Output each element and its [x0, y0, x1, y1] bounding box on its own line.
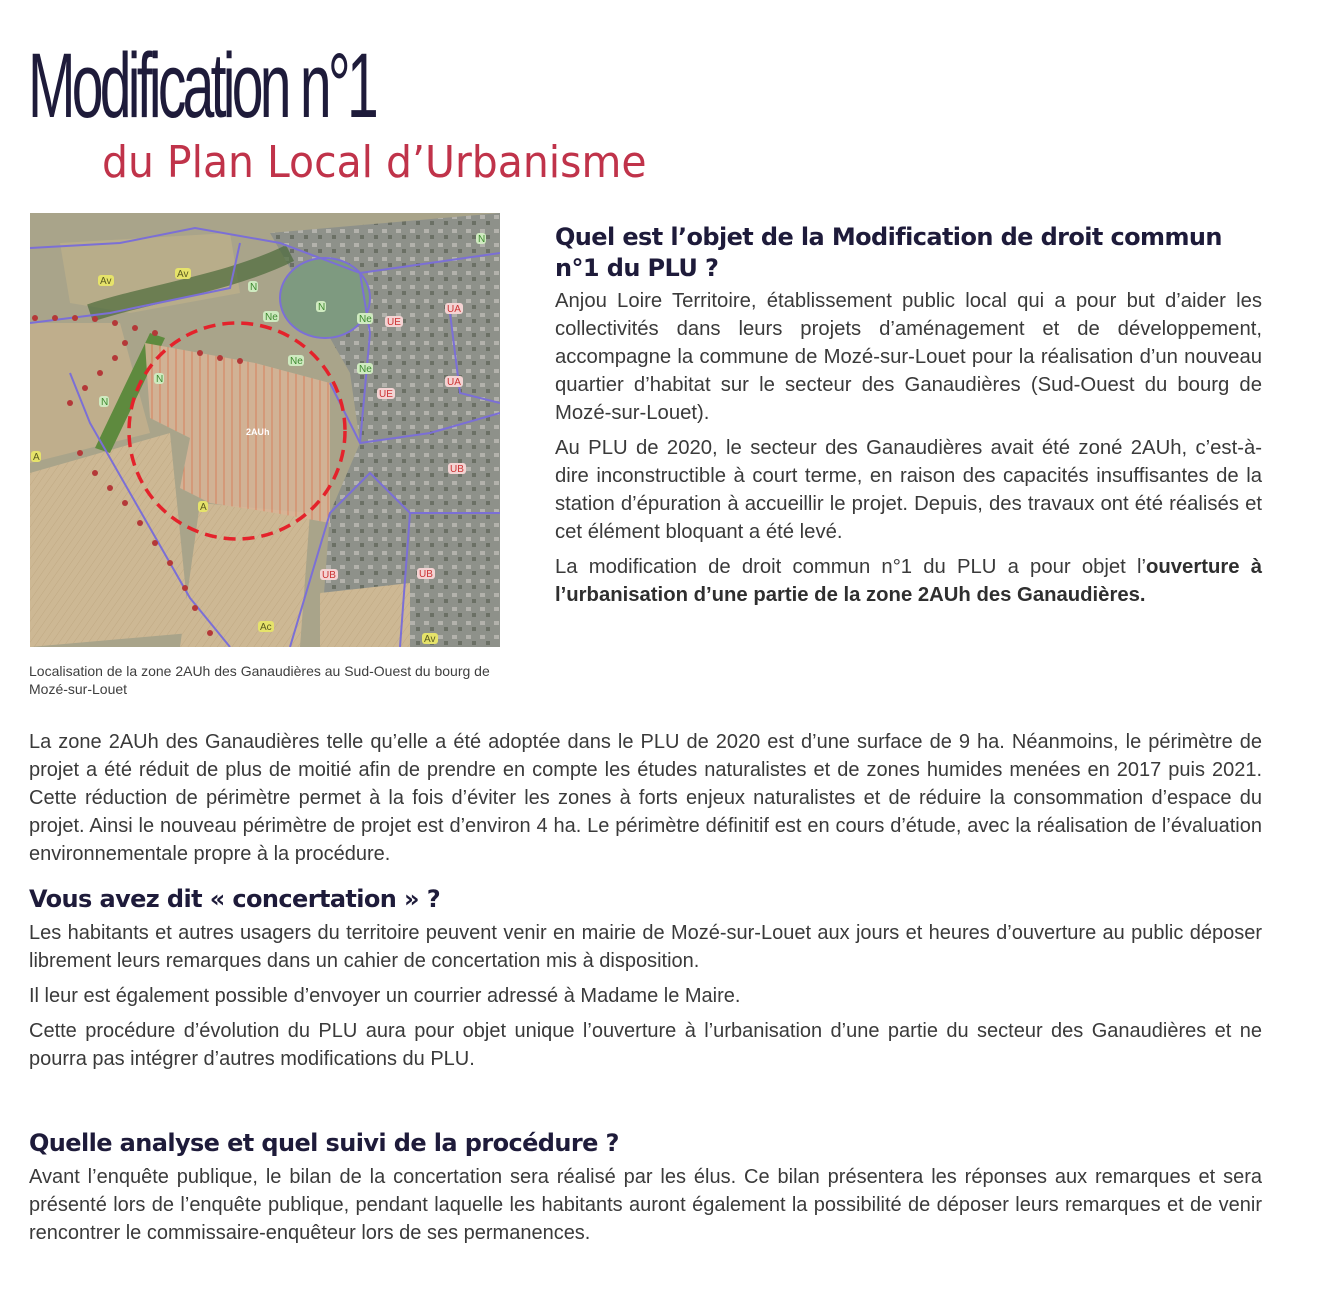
svg-text:Ne: Ne: [290, 356, 303, 367]
svg-text:N: N: [318, 302, 326, 313]
svg-text:UB: UB: [450, 464, 464, 475]
map-caption: Localisation de la zone 2AUh des Ganaudières au Sud-Ouest du bourg de Mozé-sur-Louet: [29, 663, 490, 697]
svg-text:A: A: [200, 502, 207, 513]
svg-text:N: N: [250, 282, 258, 293]
section-heading-concertation: Vous avez dit « concertation » ?: [29, 885, 441, 913]
svg-text:UE: UE: [387, 317, 401, 328]
svg-text:Av: Av: [177, 269, 189, 280]
paragraph-intro: Anjou Loire Territoire, établissement public local qui a pour but d’aider les collectivités dans leurs projets d’aménagement et de développement, accompagne la commune de Mozé-sur-Louet pour la réalisation d’un nouveau quartier d’habitat sur le secteur des Ganaudières (Sud-Ouest du bourg de Mozé-sur-Louet).: [555, 290, 1262, 424]
objective-lead: La modification de droit commun n°1 du PLU a pour objet l’: [555, 556, 1146, 578]
section-analysis: [29, 1128, 1262, 1254]
paragraph-perimeter: La zone 2AUh des Ganaudières telle qu’elle a été adoptée dans le PLU de 2020 est d’une surface de 9 ha. Néanmoins, le périmètre de projet a été réduit de plus de moitié afin de prendre en compte les études naturalistes et de zones humides menées en 2017 puis 2021. Cette réduction de périmètre permet à la fois d’éviter les zones à forts enjeux naturalistes et de réduire la consommation d’espace du projet. Ainsi le nouveau périmètre de projet est d’environ 4 ha. Le périmètre définitif est en cours d’étude, avec la réalisation de l’évaluation environnementale propre à la procédure.: [29, 731, 1262, 865]
section-heading-object: Quel est l’objet de la Modification de droit commun n°1 du PLU ?: [555, 223, 1222, 282]
paragraph-plu-2020: Au PLU de 2020, le secteur des Ganaudières avait été zoné 2AUh, c’est-à-dire inconstructible à court terme, en raison des capacités insuffisantes de la station d’épuration à accueillir le projet. Depuis, des travaux ont été réalisés et cet élément bloquant a été levé.: [555, 437, 1262, 543]
svg-text:N: N: [478, 234, 486, 245]
section-heading-analysis: Quelle analyse et quel suivi de la procédure ?: [29, 1129, 619, 1157]
page-subtitle: du Plan Local d’Urbanisme: [102, 137, 647, 188]
paragraph-concertation-3: Cette procédure d’évolution du PLU aura pour objet unique l’ouverture à l’urbanisation d’une partie du secteur des Ganaudières et ne pourra pas intégrer d’autres modifications du PLU.: [29, 1020, 1262, 1070]
svg-text:Av: Av: [100, 276, 112, 287]
page-title: Modification n°1: [28, 35, 375, 137]
svg-text:2AUh: 2AUh: [246, 427, 270, 437]
svg-text:Ne: Ne: [265, 312, 278, 323]
svg-text:Ac: Ac: [260, 622, 272, 633]
section-object: [555, 222, 1262, 616]
paragraph-analysis: Avant l’enquête publique, le bilan de la concertation sera réalisé par les élus. Ce bilan présentera les réponses aux remarques et sera présenté lors de l’enquête publique, pendant laquelle les habitants auront également la possibilité de déposer leurs remarques et de venir rencontrer le commissaire-enquêteur lors de ses permanences.: [29, 1166, 1262, 1244]
paragraph-concertation-2: Il leur est également possible d’envoyer un courrier adressé à Madame le Maire.: [29, 985, 741, 1007]
svg-text:N: N: [156, 374, 164, 385]
svg-text:Ne: Ne: [359, 364, 372, 375]
section-concertation: [29, 884, 1262, 1080]
svg-text:UB: UB: [419, 569, 433, 580]
svg-text:UA: UA: [447, 304, 461, 315]
svg-text:UA: UA: [447, 377, 461, 388]
svg-text:A: A: [33, 452, 40, 463]
svg-text:UB: UB: [322, 570, 336, 581]
zoning-map-image: [30, 213, 500, 647]
paragraph-objective: [555, 553, 1262, 609]
svg-text:UE: UE: [379, 389, 393, 400]
svg-text:Ne: Ne: [359, 314, 372, 325]
paragraph-concertation-1: Les habitants et autres usagers du territoire peuvent venir en mairie de Mozé-sur-Louet aux jours et heures d’ouverture au public déposer librement leurs remarques dans un cahier de concertation mis à disposition.: [29, 922, 1262, 972]
objective-bold: ouverture à l’urbanisation d’une partie de la zone 2AUh des Ganaudières.: [555, 556, 1262, 606]
svg-text:N: N: [101, 397, 109, 408]
section-perimeter: [29, 728, 1262, 868]
svg-text:Av: Av: [424, 634, 436, 645]
